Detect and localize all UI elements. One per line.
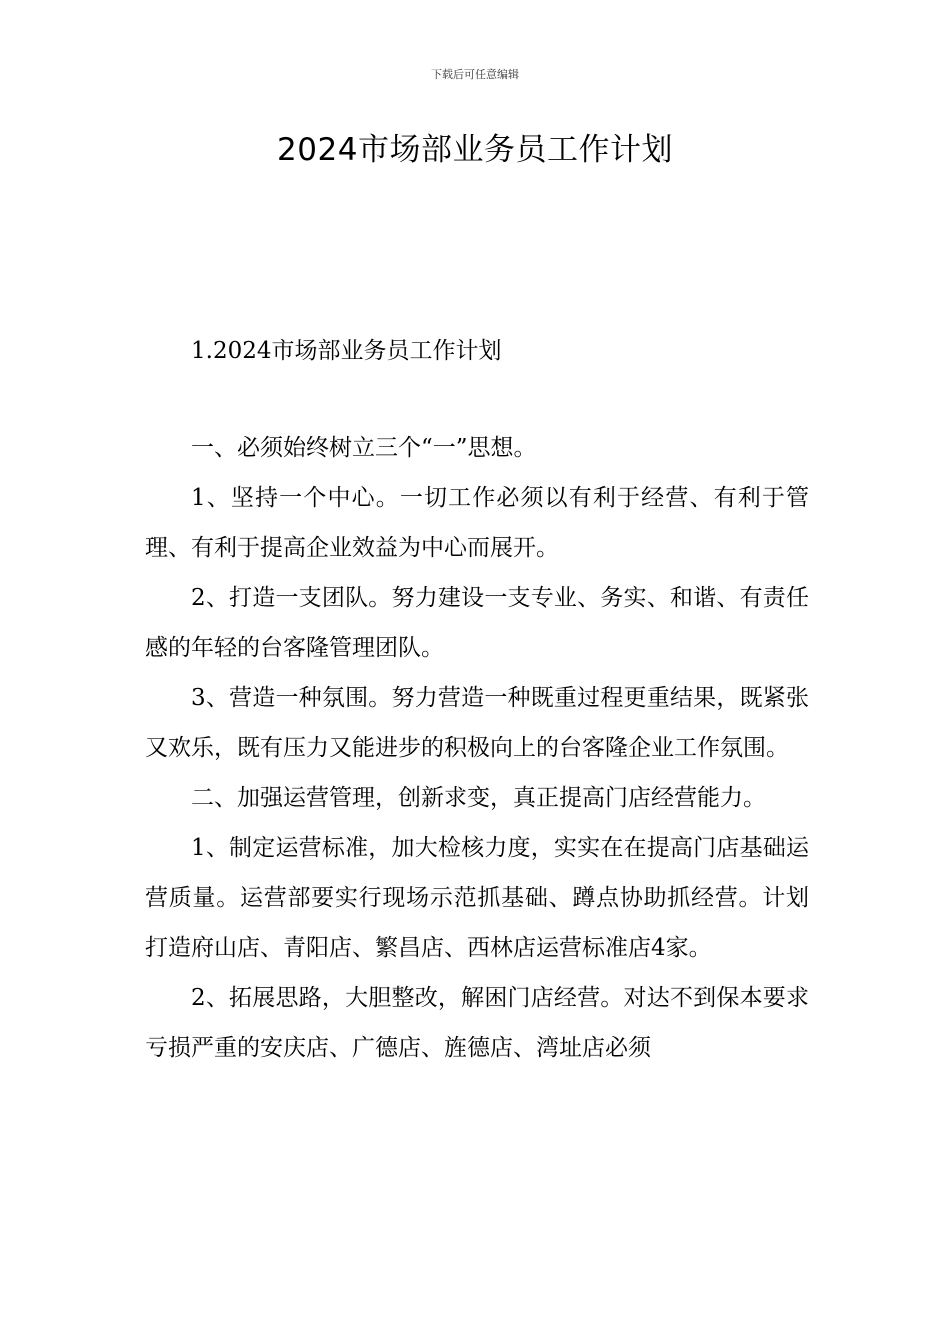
paragraph-one-atmosphere: 3、营造一种氛围。努力营造一种既重过程更重结果，既紧张又欢乐，既有压力又能进步的积极向上的台客隆企业工作氛围。 [145, 685, 809, 761]
paragraph-one-center: 1、坚持一个中心。一切工作必须以有利于经营、有利于管理、有利于提高企业效益为中心而展开。 [145, 485, 809, 561]
document-subheading [145, 326, 809, 376]
document-title: 2024市场部业务员工作计划 [277, 132, 673, 168]
paragraph-principles-heading: 一、必须始终树立三个“一”思想。 [191, 435, 537, 461]
paragraph-operations-heading: 二、加强运营管理，创新求变，真正提高门店经营能力。 [191, 785, 766, 811]
document-body [145, 423, 809, 1073]
paragraph-expand-thinking: 2、拓展思路，大胆整改，解困门店经营。对达不到保本要求亏损严重的安庆店、广德店、旌德店、湾址店必须 [145, 985, 809, 1061]
paragraph-one-team: 2、打造一支团队。努力建设一支专业、务实、和谐、有责任感的年轻的台客隆管理团队。 [145, 585, 809, 661]
subheading-text: 1.2024市场部业务员工作计划 [191, 338, 502, 364]
paragraph-operation-standards: 1、制定运营标准，加大检核力度，实实在在提高门店基础运营质量。运营部要实行现场示范抓基础、蹲点协助抓经营。计划打造府山店、青阳店、繁昌店、西林店运营标准店4家。 [145, 835, 809, 961]
header-note: 下载后可任意编辑 [431, 68, 519, 81]
